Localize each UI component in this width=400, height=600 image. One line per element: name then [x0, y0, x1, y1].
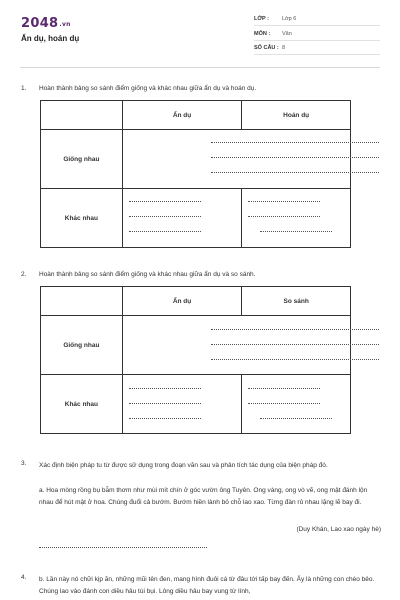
question-number: 1.	[21, 85, 27, 92]
question-number: 3.	[21, 460, 27, 467]
passage-text: a. Hoa mòng rồng bụ bẫm thơm như mùi mít chín ở góc vườn ông Tuyên. Ong vàng, ong vò vẽ, ong mật đánh lộn nhau để hút mật ở hoa. Chúng đuổi cả bướm. Bướm hiền lành bỏ chỗ lao xao. Từng đàn rủ nhau lặng lẽ bay đi.	[39, 487, 368, 506]
passage-source: (Duy Khán, Lao xao ngày hè)	[296, 526, 381, 533]
column-header: So sánh	[242, 287, 351, 316]
column-header: Ẩn dụ	[122, 287, 242, 316]
answer-cell[interactable]	[122, 130, 350, 189]
meta-class	[254, 14, 380, 26]
meta-value: Văn	[282, 31, 292, 37]
row-header: Giống nhau	[41, 316, 123, 375]
site-logo[interactable]: 2048.vn	[21, 16, 71, 31]
question-text: Xác định biện pháp tu từ được sử dụng trong đoạn văn sau và phân tích tác dụng của biện pháp đó.	[39, 462, 328, 469]
comparison-table-1	[40, 100, 351, 248]
question-2	[21, 271, 381, 281]
question-number: 2.	[21, 271, 27, 278]
question-text: Hoàn thành bảng so sánh điểm giống và khác nhau giữa ẩn dụ và so sánh.	[39, 271, 256, 278]
row-header: Khác nhau	[41, 375, 123, 434]
worksheet-header	[0, 0, 400, 64]
table-corner-cell	[41, 287, 123, 316]
question-1	[21, 85, 381, 95]
answer-cell[interactable]	[122, 316, 350, 375]
row-header: Giống nhau	[41, 130, 123, 189]
meta-value: 8	[282, 45, 286, 51]
question-text: b. Lần này nó chữi kịp ăn, những mũi tên đen, mang hình đuôi cá từ đâu tới tấp bay đến. Ấy là những con chèo bẻo. Chúng lao vào đánh con diều hâu túi bụi. Lông diều hâu bay vung từ lính,	[39, 576, 375, 595]
header-divider	[20, 67, 380, 68]
meta-question-count	[254, 43, 380, 55]
meta-label: SỐ CÂU :	[254, 45, 279, 51]
table-corner-cell	[41, 101, 123, 130]
answer-line[interactable]	[39, 547, 207, 548]
meta-label: LỚP :	[254, 16, 269, 22]
meta-value: Lớp 6	[282, 16, 297, 22]
row-header: Khác nhau	[41, 189, 123, 248]
answer-cell[interactable]	[242, 375, 351, 434]
meta-label: MÔN :	[254, 31, 271, 37]
column-header: Hoán dụ	[242, 101, 351, 130]
comparison-table-2	[40, 286, 351, 434]
answer-cell[interactable]	[122, 189, 242, 248]
worksheet-title: Ẩn dụ, hoán dụ	[21, 34, 80, 43]
question-number: 4.	[21, 574, 27, 581]
meta-subject	[254, 29, 380, 41]
answer-cell[interactable]	[122, 375, 242, 434]
column-header: Ẩn dụ	[122, 101, 242, 130]
question-text: Hoàn thành bảng so sánh điểm giống và khác nhau giữa ẩn dụ và hoán dụ.	[39, 85, 257, 92]
answer-cell[interactable]	[242, 189, 351, 248]
